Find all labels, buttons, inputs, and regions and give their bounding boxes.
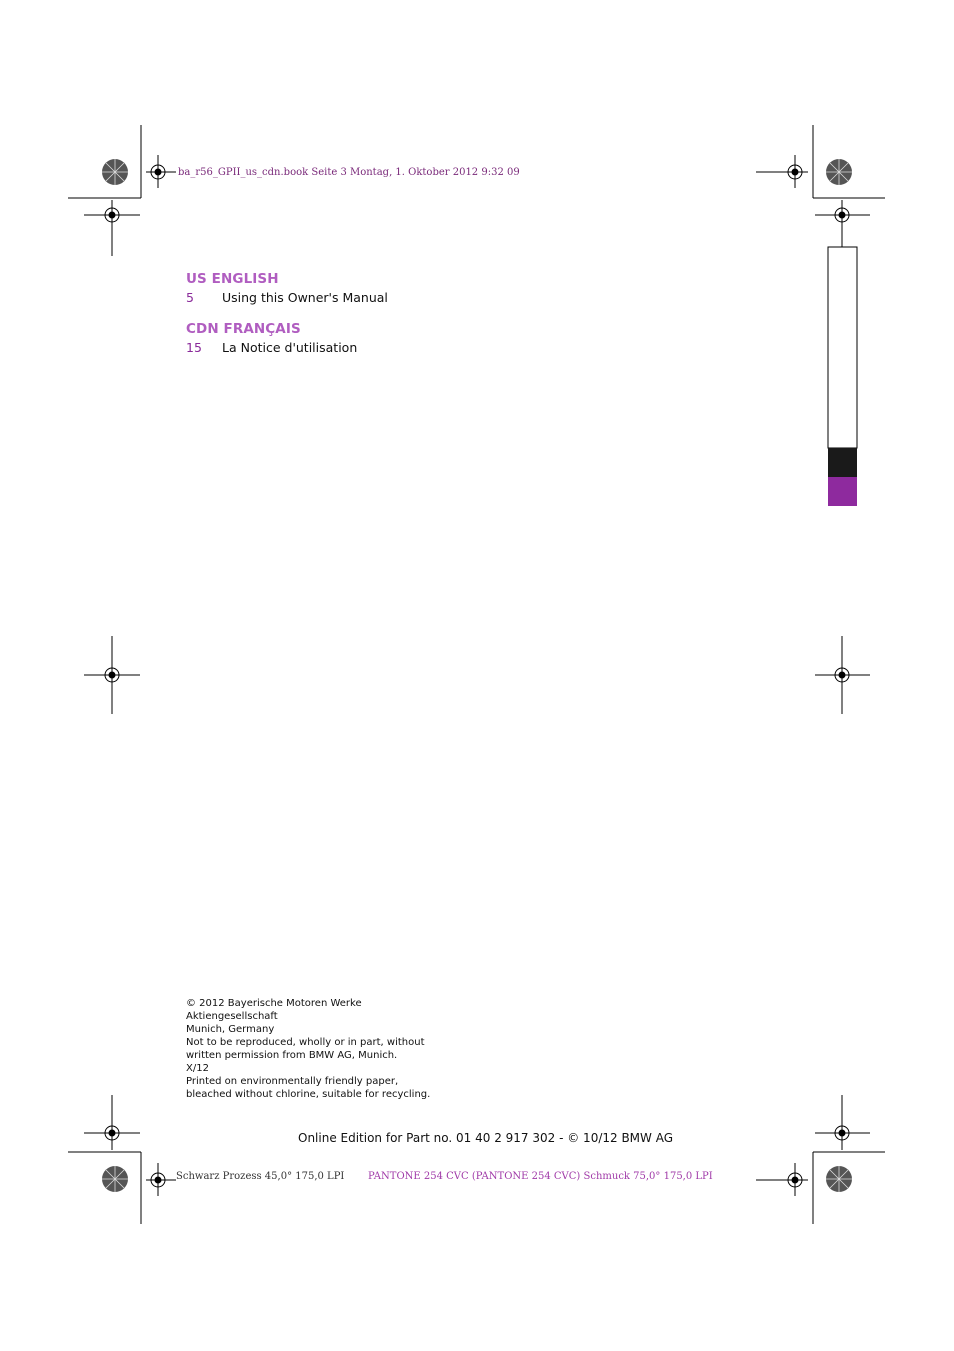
section-heading-us-english: US ENGLISH (186, 271, 279, 287)
star-target-br (826, 1166, 852, 1192)
section-heading-cdn-francais: CDN FRANÇAIS (186, 321, 301, 337)
copyright-line: Printed on environmentally friendly paper, (186, 1076, 399, 1087)
copyright-line: Munich, Germany (186, 1024, 275, 1035)
table-of-contents (186, 271, 586, 355)
registration-mark-l3 (84, 1095, 140, 1150)
registration-mark-br (756, 1163, 808, 1196)
registration-mark-bl (146, 1163, 176, 1196)
toc-page-number: 15 (186, 340, 202, 355)
copyright-line: X/12 (186, 1063, 209, 1074)
thumb-tab-black (828, 448, 857, 477)
copyright-line: Aktiengesellschaft (186, 1011, 278, 1022)
toc-entry[interactable] (186, 290, 586, 305)
registration-mark-tr (756, 155, 808, 188)
registration-mark-r2 (815, 636, 870, 714)
print-slug-pantone: PANTONE 254 CVC (PANTONE 254 CVC) Schmuck 75,0° 175,0 LPI (368, 1171, 713, 1182)
star-target-tl (102, 159, 128, 185)
copyright-line: Not to be reproduced, wholly or in part, without (186, 1037, 425, 1048)
online-edition-footer: Online Edition for Part no. 01 40 2 917 302 - © 10/12 BMW AG (298, 1131, 674, 1145)
toc-title: La Notice d'utilisation (222, 340, 358, 355)
copyright-block (186, 997, 506, 1101)
toc-title: Using this Owner's Manual (222, 290, 388, 305)
print-slug-black: Schwarz Prozess 45,0° 175,0 LPI (176, 1171, 345, 1182)
registration-mark-r3 (815, 1095, 870, 1150)
toc-entry[interactable] (186, 340, 586, 355)
registration-mark-l2 (84, 636, 140, 714)
toc-page-number: 5 (186, 290, 194, 305)
star-target-tr (826, 159, 852, 185)
copyright-line: © 2012 Bayerische Motoren Werke (186, 998, 362, 1009)
registration-mark-l1 (84, 200, 140, 256)
thumb-tab-purple (828, 477, 857, 506)
copyright-line: bleached without chlorine, suitable for recycling. (186, 1089, 431, 1100)
registration-mark-tl (146, 155, 176, 188)
star-target-bl (102, 1166, 128, 1192)
thumb-tab-outline (828, 247, 857, 448)
copyright-line: written permission from BMW AG, Munich. (186, 1050, 398, 1061)
header-slug: ba_r56_GPII_us_cdn.book Seite 3 Montag, 1. Oktober 2012 9:32 09 (178, 167, 520, 178)
